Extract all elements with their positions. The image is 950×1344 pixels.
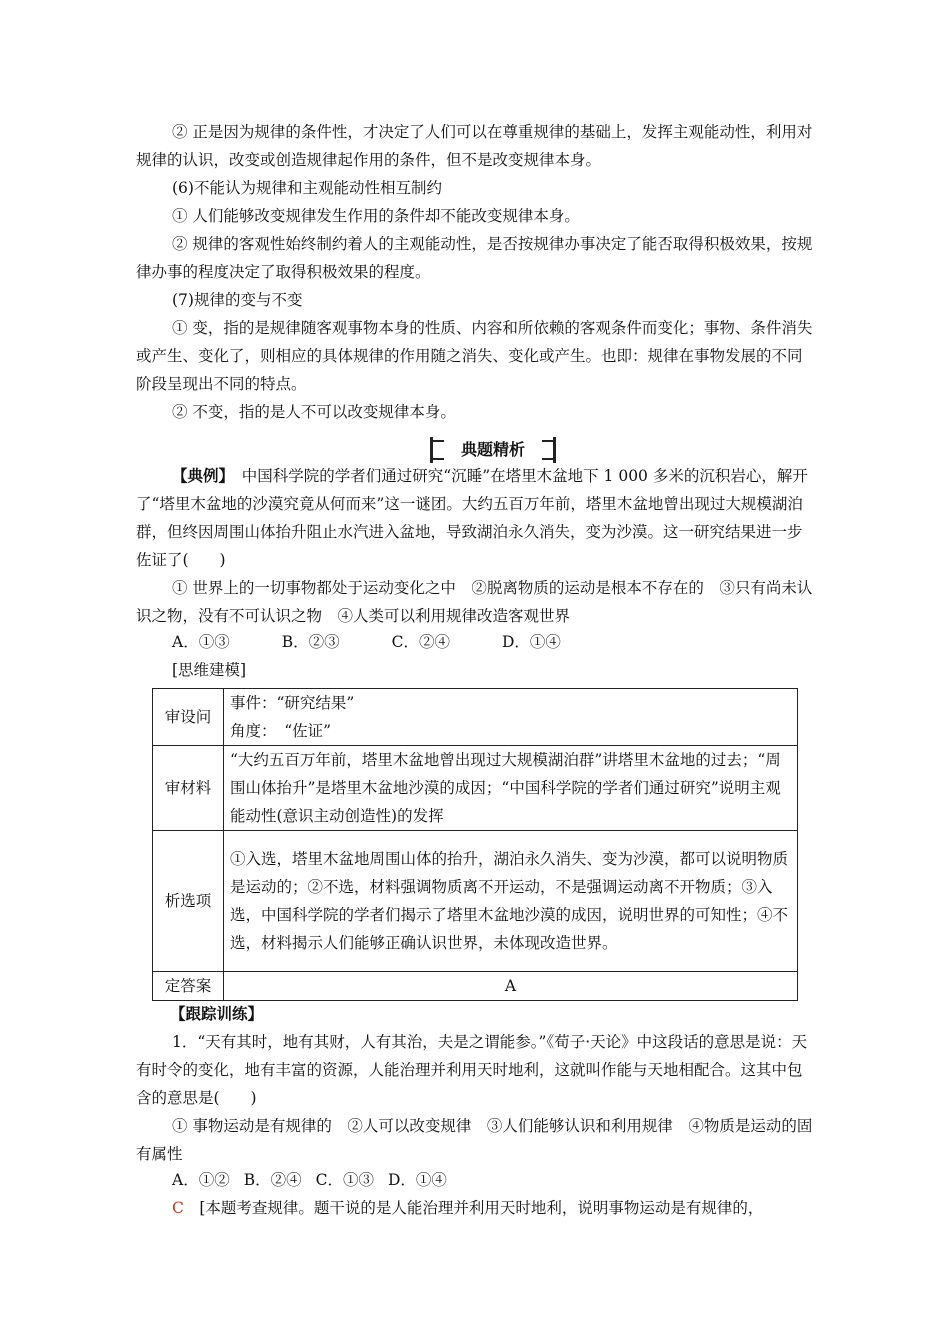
row-body — [224, 689, 798, 746]
row-body: “大约五百万年前，塔里木盆地曾出现过大规模湖泊群”讲塔里木盆地的过去；“周围山体抬升”是塔里木盆地沙漠的成因；“中国科学院的学者们通过研究”说明主观能动性(意识主动创造性)的发挥 — [224, 746, 798, 831]
option-c: C．①③ — [315, 1171, 374, 1189]
training-question-1: 1．“天有其时，地有其财，人有其治，夫是之谓能参。”《荀子·天论》中这段话的意思是说：天有时令的变化，地有丰富的资源，人能治理并利用天时地利，这就叫作能与天地相配合。这其中包含的意思是( ) — [136, 1033, 808, 1107]
heading-6: (6)不能认为规律和主观能动性相互制约 — [172, 179, 442, 197]
answer-explanation — [172, 1194, 812, 1222]
table-row — [153, 689, 798, 746]
option-b: B．②③ — [281, 633, 340, 651]
answer-letter: C — [172, 1199, 184, 1217]
section-title: 典题精析 — [444, 438, 542, 462]
example-options — [172, 628, 613, 656]
table-row — [153, 972, 798, 1001]
row-body: ①入选，塔里木盆地周围山体的抬升，湖泊永久消失、变为沙漠，都可以说明物质是运动的；②不选，材料强调物质离不开运动，不是强调运动离不开物质；③入选，中国科学院的学者们揭示了塔里木盆地沙漠的成因，说明世界的可知性；④不选，材料揭示人们能够正确认识世界，未体现改造世界。 — [224, 831, 798, 972]
row-line: 事件：“研究结果” — [230, 694, 355, 712]
row-head: 析选项 — [153, 831, 224, 972]
example-stem — [136, 462, 816, 574]
heading-7: (7)规律的变与不变 — [172, 291, 303, 309]
row-head: 审设问 — [153, 689, 224, 746]
row-head: 定答案 — [153, 972, 224, 1001]
option-a: A．①③ — [172, 633, 230, 651]
model-label: [思维建模] — [172, 661, 247, 679]
option-c: C．②④ — [391, 633, 450, 651]
row-line: 角度： “佐证” — [230, 722, 332, 740]
training-label: 【跟踪训练】 — [170, 1004, 264, 1023]
paragraph-condition: ② 正是因为规律的条件性，才决定了人们可以在尊重规律的基础上，发挥主观能动性，利用对规律的认识，改变或创造规律起作用的条件，但不是改变规律本身。 — [136, 123, 813, 169]
option-d: D．①④ — [387, 1171, 447, 1189]
training-statements: ① 事物运动是有规律的 ②人可以改变规律 ③人们能够认识和利用规律 ④物质是运动的固有属性 — [136, 1117, 813, 1163]
paragraph-7-1: ① 变，指的是规律随客观事物本身的性质、内容和所依赖的客观条件而变化；事物、条件消失或产生、变化了，则相应的具体规律的作用随之消失、变化或产生。也即：规律在事物发展的不同阶段呈现出不同的特点。 — [136, 319, 813, 393]
section-banner — [430, 437, 556, 463]
option-d: D．①④ — [501, 633, 561, 651]
example-label: 【典例】 — [172, 466, 227, 485]
row-head: 审材料 — [153, 746, 224, 831]
thinking-model-table — [152, 688, 798, 1001]
table-row — [153, 831, 798, 972]
option-a: A．①② — [172, 1171, 230, 1189]
paragraph-6-2: ② 规律的客观性始终制约着人的主观能动性，是否按规律办事决定了能否取得积极效果，按规律办事的程度决定了取得积极效果的程度。 — [136, 235, 813, 281]
paragraph-6-1: ① 人们能够改变规律发生作用的条件却不能改变规律本身。 — [172, 207, 580, 225]
row-answer: A — [224, 972, 798, 1001]
example-text: 中国科学院的学者们通过研究“沉睡”在塔里木盆地下 1 000 多米的沉积岩心，解开了“塔里木盆地的沙漠究竟从何而来”这一谜团。大约五百万年前，塔里木盆地曾出现过大规模湖泊群，但终因周围山体抬升阻止水汽进入盆地，导致湖泊永久消失，变为沙漠。这一研究结果进一步佐证了( ) — [136, 467, 808, 569]
training-options — [172, 1166, 461, 1194]
answer-text: [本题考查规律。题干说的是人能治理并利用天时地利，说明事物运动是有规律的， — [183, 1199, 764, 1217]
example-statements: ① 世界上的一切事物都处于运动变化之中 ②脱离物质的运动是根本不存在的 ③只有尚未认识之物，没有不可认识之物 ④人类可以利用规律改造客观世界 — [136, 579, 813, 625]
option-b: B．②④ — [243, 1171, 302, 1189]
paragraph-7-2: ② 不变，指的是人不可以改变规律本身。 — [172, 403, 456, 421]
table-row — [153, 746, 798, 831]
